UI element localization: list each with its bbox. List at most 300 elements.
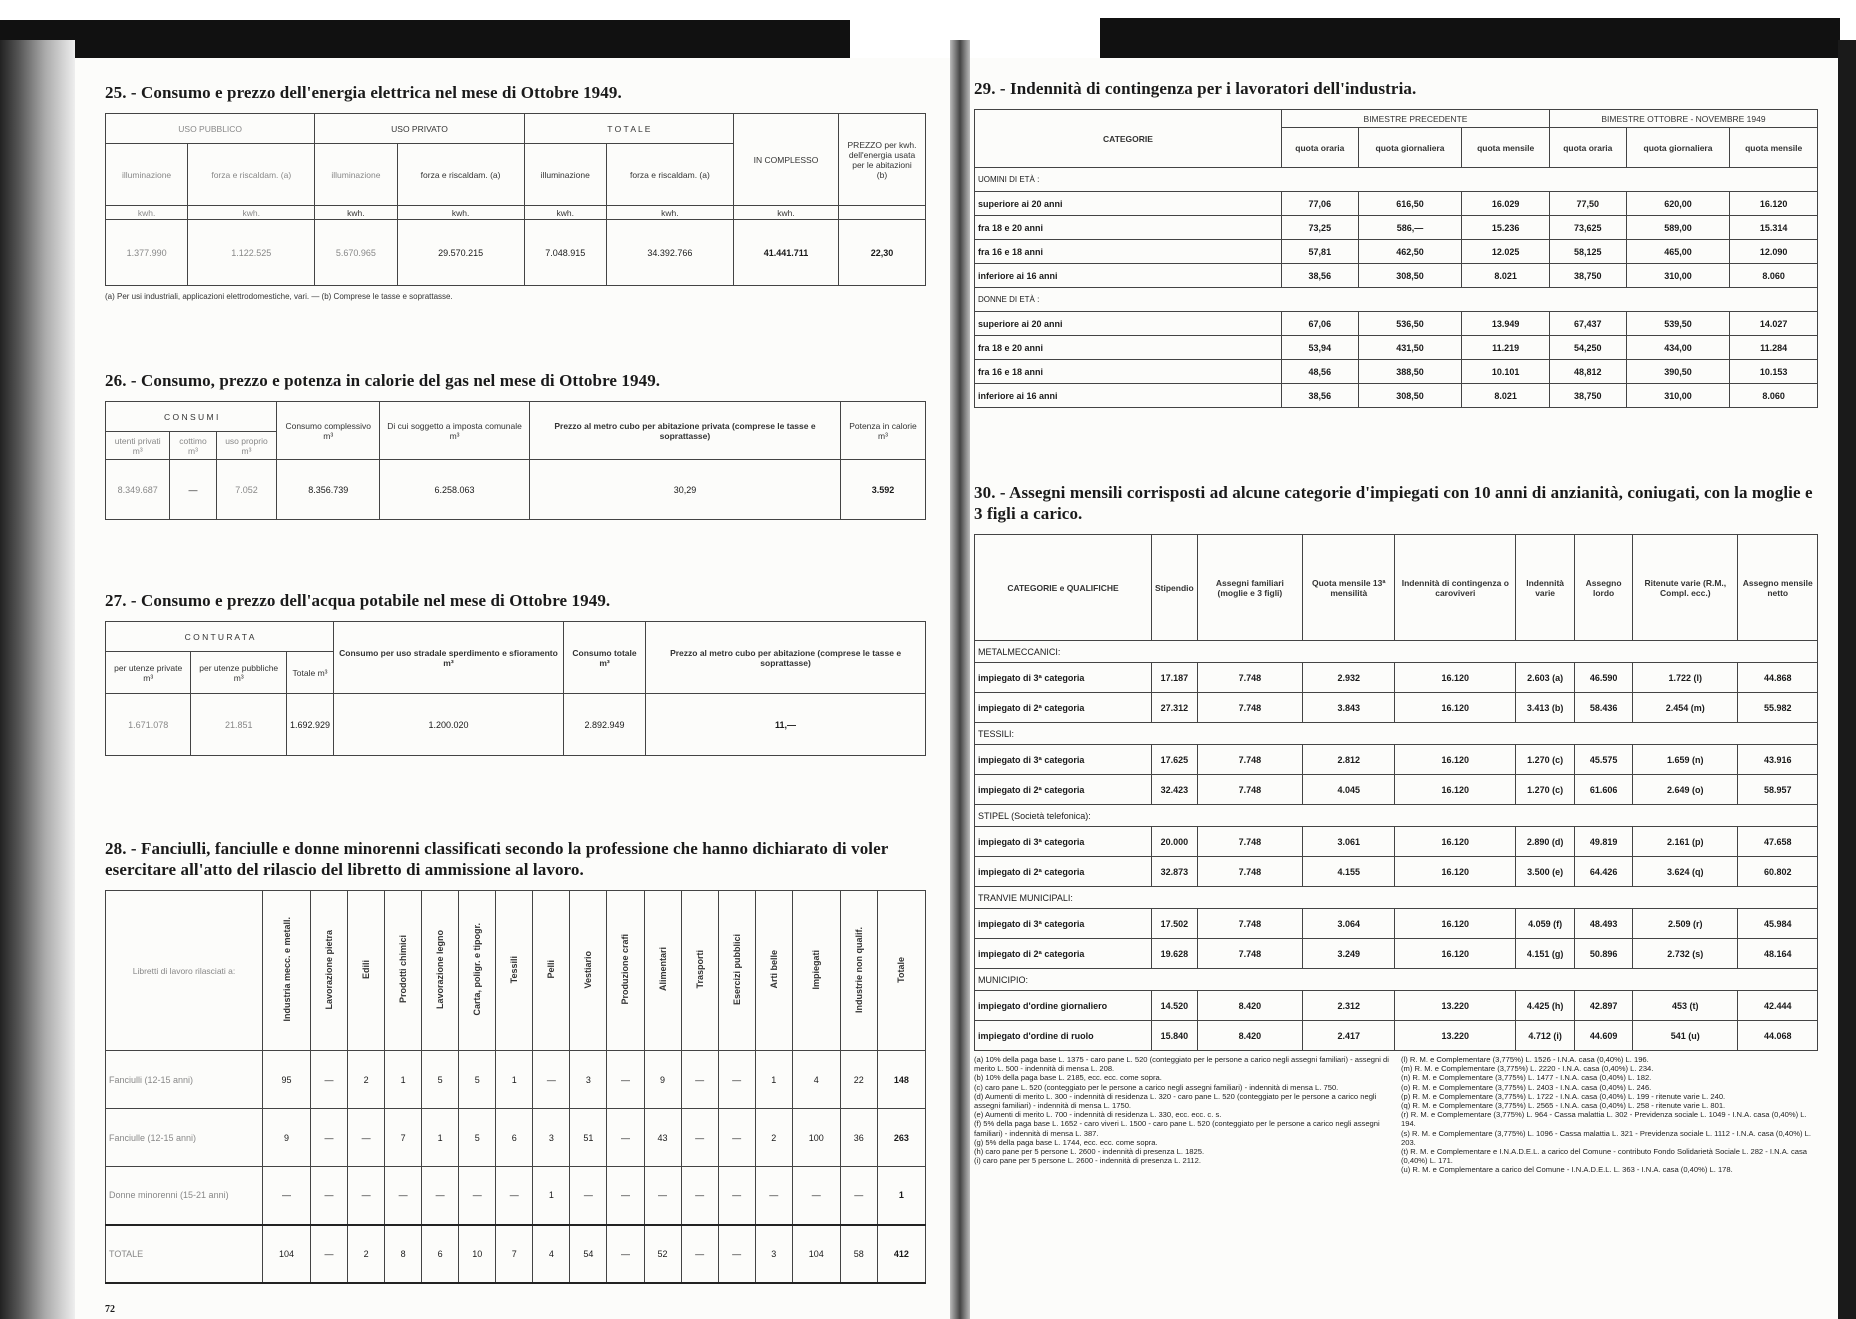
t30-col-header: Stipendio <box>1152 535 1198 641</box>
t29-cell: 15.236 <box>1462 216 1550 240</box>
t30-group-label: MUNICIPIO: <box>975 969 1818 991</box>
t28-col-header <box>385 891 422 1051</box>
t28-cell: 7 <box>385 1109 422 1167</box>
t29-cell: 77,50 <box>1549 192 1626 216</box>
t29-cell: 465,00 <box>1626 240 1730 264</box>
t28-cell: 4 <box>533 1225 570 1283</box>
t28-cell: 4 <box>792 1051 840 1109</box>
t28-col-header <box>718 891 755 1051</box>
t28-col-label: Lavorazione pietra <box>324 929 335 1010</box>
t28-row-label: Donne minorenni (15-21 anni) <box>106 1167 263 1225</box>
t30-note: (g) 5% della paga base L. 1744, ecc. ecc. come sopra. <box>974 1137 1158 1147</box>
t28-cell: — <box>311 1225 348 1283</box>
t25-value: 1.377.990 <box>106 220 188 286</box>
t25-group: USO PUBBLICO <box>106 114 315 144</box>
t25-unit: kwh. <box>733 206 838 220</box>
t26-sub: cottimo m³ <box>170 432 216 460</box>
t26-col: Prezzo al metro cubo per abitazione privata (comprese le tasse e soprattasse) <box>529 402 840 460</box>
t29-cell: 390,50 <box>1626 360 1730 384</box>
t30-note: (f) 5% della paga base L. 1652 - caro viveri L. 1500 - caro pane L. 520 (conteggiato per le persone a carico negli assegni familiari) - indennità di mensa L. 387. <box>974 1119 1380 1138</box>
t28-cell: 3 <box>570 1051 607 1109</box>
t29-row <box>975 360 1818 384</box>
t30-cell: 2.732 (s) <box>1633 939 1738 969</box>
t30-col-header: Indennità di contingenza o caroviveri <box>1395 535 1516 641</box>
t26-col: Consumo complessivo m³ <box>277 402 380 460</box>
t25-value: 22,30 <box>839 220 926 286</box>
t28-col-header <box>348 891 385 1051</box>
t30-group-row <box>975 887 1818 909</box>
t26-value: — <box>170 460 216 520</box>
t30-cell: 64.426 <box>1575 857 1633 887</box>
t28-cell: 36 <box>840 1109 877 1167</box>
t28-cell: — <box>496 1167 533 1225</box>
t30-cell: 541 (u) <box>1633 1021 1738 1051</box>
t30-cell: 19.628 <box>1152 939 1198 969</box>
t30-col-header: Quota mensile 13ª mensilità <box>1303 535 1395 641</box>
t28-col-label: Trasporti <box>694 950 705 989</box>
t28-cell: 52 <box>644 1225 681 1283</box>
t29-cell: 67,06 <box>1282 312 1359 336</box>
table-29-title: 29. - Indennità di contingenza per i lavoratori dell'industria. <box>974 79 1417 98</box>
t28-cell: 2 <box>348 1051 385 1109</box>
t30-cell: 7.748 <box>1197 857 1302 887</box>
t30-cell: 44.609 <box>1575 1021 1633 1051</box>
t30-row <box>975 827 1818 857</box>
table-27-title: 27. - Consumo e prezzo dell'acqua potabile nel mese di Ottobre 1949. <box>105 591 611 610</box>
t28-cell: — <box>681 1225 718 1283</box>
t28-row-label: TOTALE <box>106 1225 263 1283</box>
t30-note: (i) caro pane per 5 persone L. 2600 - indennità di presenza L. 2112. <box>974 1156 1201 1166</box>
t30-cell: 55.982 <box>1738 693 1818 723</box>
t29-row-label: inferiore ai 16 anni <box>975 264 1282 288</box>
table-29-section <box>974 78 1818 408</box>
t29-row-label: superiore ai 20 anni <box>975 312 1282 336</box>
t28-cell: — <box>385 1167 422 1225</box>
t25-unit: kwh. <box>397 206 524 220</box>
t28-cell: 7 <box>496 1225 533 1283</box>
table-27 <box>105 621 926 756</box>
t28-row-label: Fanciulli (12-15 anni) <box>106 1051 263 1109</box>
t30-cell: 2.603 (a) <box>1516 663 1575 693</box>
t28-col-label: Arti belle <box>768 950 779 989</box>
t30-cell: 44.068 <box>1738 1021 1818 1051</box>
t29-categorie: CATEGORIE <box>975 110 1282 168</box>
t29-cell: 8.021 <box>1462 264 1550 288</box>
t29-sub: quota oraria <box>1282 128 1359 168</box>
t29-row-label: fra 16 e 18 anni <box>975 240 1282 264</box>
t28-cell: 2 <box>348 1225 385 1283</box>
t25-group: USO PRIVATO <box>315 114 524 144</box>
t29-cell: 13.949 <box>1462 312 1550 336</box>
t28-cell: 51 <box>570 1109 607 1167</box>
t25-unit: kwh. <box>315 206 397 220</box>
table-28-title: 28. - Fanciulli, fanciulle e donne minorenni classificati secondo la professione che hanno dichiarato di voler esercitare all'atto del rilascio del libretto di ammissione al lavoro. <box>105 839 889 879</box>
t26-value: 8.349.687 <box>106 460 170 520</box>
t30-row-label: impiegato di 2ª categoria <box>975 693 1152 723</box>
t28-col-label: Tessili <box>509 955 520 984</box>
t29-cell: 67,437 <box>1549 312 1626 336</box>
left-page <box>75 58 950 1319</box>
t29-row-label: fra 18 e 20 anni <box>975 336 1282 360</box>
t28-col-header <box>263 891 311 1051</box>
t28-corner: Libretti di lavoro rilasciati a: <box>106 891 263 1051</box>
t30-cell: 2.932 <box>1303 663 1395 693</box>
t28-col-header <box>644 891 681 1051</box>
t30-row <box>975 857 1818 887</box>
t28-cell: — <box>718 1167 755 1225</box>
t29-group-row <box>975 288 1818 312</box>
t29-cell: 539,50 <box>1626 312 1730 336</box>
t26-sub: uso proprio m³ <box>216 432 277 460</box>
t29-cell: 388,50 <box>1358 360 1462 384</box>
t30-col-header: Indennità varie <box>1516 535 1575 641</box>
t30-cell: 1.659 (n) <box>1633 745 1738 775</box>
t28-col-header <box>570 891 607 1051</box>
t30-cell: 17.625 <box>1152 745 1198 775</box>
t28-cell: 412 <box>877 1225 925 1283</box>
t29-row <box>975 240 1818 264</box>
t28-col-header <box>422 891 459 1051</box>
t30-note: (q) R. M. e Complementare (3,775%) L. 2565 - I.N.A. casa (0,40%) L. 258 - ritenute varie L. 801. <box>1401 1101 1726 1111</box>
t30-note: (h) caro pane per 5 persone L. 2600 - indennità di presenza L. 1825. <box>974 1147 1205 1157</box>
t28-cell: 5 <box>422 1051 459 1109</box>
t27-col: Consumo totale m³ <box>563 622 645 694</box>
t28-col-label: Prodotti chimici <box>398 935 409 1004</box>
t28-cell: 1 <box>533 1167 570 1225</box>
t27-col: Prezzo al metro cubo per abitazione (comprese le tasse e soprattasse) <box>646 622 926 694</box>
t27-value: 2.892.949 <box>563 694 645 756</box>
t25-unit: kwh. <box>606 206 733 220</box>
t30-note: (d) Aumenti di merito L. 300 - indennità di residenza L. 320 - caro pane L. 520 (conteggiato per le persone a carico negli assegni familiari) - indennità di mensa L. 1750. <box>974 1091 1377 1111</box>
table-25-section <box>105 82 926 301</box>
t30-col-header: Assegno lordo <box>1575 535 1633 641</box>
t30-cell: 16.120 <box>1395 775 1516 805</box>
t28-col-header <box>496 891 533 1051</box>
t27-sub: per utenze private m³ <box>106 652 191 694</box>
t30-note: (o) R. M. e Complementare (3,775%) L. 2403 - I.N.A. casa (0,40%) L. 246. <box>1401 1082 1652 1092</box>
t30-cell: 27.312 <box>1152 693 1198 723</box>
t30-row <box>975 775 1818 805</box>
t30-cell: 58.957 <box>1738 775 1818 805</box>
t30-note: (p) R. M. e Complementare (3,775%) L. 1722 - I.N.A. casa (0,40%) L. 199 - ritenute varie L. 240. <box>1401 1091 1726 1101</box>
t25-sub: illuminazione <box>315 144 397 206</box>
t29-cell: 77,06 <box>1282 192 1359 216</box>
t28-cell: — <box>263 1167 311 1225</box>
t27-value: 1.692.929 <box>287 694 334 756</box>
t30-cell: 2.161 (p) <box>1633 827 1738 857</box>
t30-notes-right <box>1401 1055 1818 1175</box>
scan-shadow-right <box>1100 18 1840 58</box>
t30-cell: 16.120 <box>1395 909 1516 939</box>
t25-footnote: (a) Per usi industriali, applicazioni elettrodomestiche, vari. — (b) Comprese le tasse e soprattasse. <box>105 292 453 301</box>
t29-cell: 58,125 <box>1549 240 1626 264</box>
t28-cell: — <box>681 1051 718 1109</box>
t29-cell: 15.314 <box>1730 216 1818 240</box>
t29-row <box>975 216 1818 240</box>
t30-note: (c) caro pane L. 520 (conteggiato per le persone a carico negli assegni familiari) - indennità di mensa L. 750. <box>974 1082 1339 1092</box>
t29-cell: 16.029 <box>1462 192 1550 216</box>
t29-cell: 8.021 <box>1462 384 1550 408</box>
t29-group-label: DONNE DI ETÀ : <box>975 288 1818 312</box>
t30-cell: 49.819 <box>1575 827 1633 857</box>
t29-cell: 620,00 <box>1626 192 1730 216</box>
t28-cell: 95 <box>263 1051 311 1109</box>
t30-row-label: impiegato d'ordine di ruolo <box>975 1021 1152 1051</box>
t29-cell: 12.025 <box>1462 240 1550 264</box>
t28-cell: — <box>755 1167 792 1225</box>
t28-col-label: Impiegati <box>811 949 822 990</box>
t30-note: (r) R. M. e Complementare (3,775%) L. 964 - Cassa malattia L. 302 - Previdenza sociale L. 1049 - I.N.A. casa (0,40%) L. 194. <box>1401 1110 1807 1129</box>
t30-note: (u) R. M. e Complementare a carico del Comune - I.N.A.D.E.L. L. 363 - I.N.A. casa (0,40%) L. 178. <box>1401 1165 1733 1175</box>
t30-cell: 17.187 <box>1152 663 1198 693</box>
t29-cell: 73,25 <box>1282 216 1359 240</box>
t30-cell: 3.249 <box>1303 939 1395 969</box>
table-28-section <box>105 838 926 1284</box>
t28-col-label: Industrie non qualif. <box>853 926 864 1013</box>
t29-cell: 310,00 <box>1626 264 1730 288</box>
t29-row <box>975 264 1818 288</box>
t30-group-row <box>975 969 1818 991</box>
t25-group: T O T A L E <box>524 114 733 144</box>
t30-group-label: TRANVIE MUNICIPALI: <box>975 887 1818 909</box>
t27-col: Consumo per uso stradale sperdimento e sfioramento m³ <box>334 622 564 694</box>
t28-col-label: Industria mecc. e metall. <box>281 917 292 1022</box>
t30-row-label: impiegato di 2ª categoria <box>975 939 1152 969</box>
t29-cell: 12.090 <box>1730 240 1818 264</box>
t29-sub: quota giornaliera <box>1626 128 1730 168</box>
t30-cell: 2.812 <box>1303 745 1395 775</box>
t28-col-label: Lavorazione legno <box>435 929 446 1009</box>
t30-cell: 7.748 <box>1197 775 1302 805</box>
t25-sub: forza e riscaldam. (a) <box>397 144 524 206</box>
t29-bim2: BIMESTRE OTTOBRE - NOVEMBRE 1949 <box>1549 110 1817 128</box>
t30-row-label: impiegato d'ordine giornaliero <box>975 991 1152 1021</box>
t28-cell: 54 <box>570 1225 607 1283</box>
t30-row-label: impiegato di 3ª categoria <box>975 663 1152 693</box>
t27-contatore: C O N T U R A T A <box>106 622 334 652</box>
t28-cell: — <box>840 1167 877 1225</box>
t30-notes-left <box>974 1055 1391 1175</box>
t29-cell: 8.060 <box>1730 384 1818 408</box>
t28-col-header <box>607 891 644 1051</box>
t26-col: Di cui soggetto a imposta comunale m³ <box>380 402 530 460</box>
t30-cell: 16.120 <box>1395 745 1516 775</box>
t25-value: 5.670.965 <box>315 220 397 286</box>
t30-row <box>975 939 1818 969</box>
t28-cell: 58 <box>840 1225 877 1283</box>
scan-right-edge <box>1838 40 1856 1319</box>
t28-cell: — <box>607 1225 644 1283</box>
t28-col-label: Produzione crafi <box>620 934 631 1005</box>
t30-cell: 42.897 <box>1575 991 1633 1021</box>
t30-note: (a) 10% della paga base L. 1375 - caro pane L. 520 (conteggiato per le persone a carico negli assegni familiari) - assegni di merito L. 500 - indennità di mensa L. 208. <box>974 1055 1389 1074</box>
t29-row <box>975 336 1818 360</box>
t29-row-label: fra 16 e 18 anni <box>975 360 1282 384</box>
t30-note: (s) R. M. e Complementare (3,775%) L. 1096 - Cassa malattia L. 321 - Previdenza sociale L. 1112 - I.N.A. casa (0,40%) L. 203. <box>1401 1128 1811 1147</box>
t28-cell: 1 <box>422 1109 459 1167</box>
table-25 <box>105 113 926 286</box>
t30-row <box>975 909 1818 939</box>
t28-col-label: Esercizi pubblici <box>731 933 742 1006</box>
t30-note: (m) R. M. e Complementare (3,775%) L. 2220 - I.N.A. casa (0,40%) L. 234. <box>1401 1064 1654 1074</box>
t30-cell: 16.120 <box>1395 663 1516 693</box>
table-30 <box>974 534 1818 1051</box>
t30-cell: 2.890 (d) <box>1516 827 1575 857</box>
t30-cell: 2.312 <box>1303 991 1395 1021</box>
t29-cell: 10.101 <box>1462 360 1550 384</box>
t30-row <box>975 745 1818 775</box>
t26-sub: utenti privati m³ <box>106 432 170 460</box>
t27-value: 1.200.020 <box>334 694 564 756</box>
t29-row-label: inferiore ai 16 anni <box>975 384 1282 408</box>
t25-sub: forza e riscaldam. (a) <box>188 144 315 206</box>
t29-cell: 48,56 <box>1282 360 1359 384</box>
t28-cell: 6 <box>422 1225 459 1283</box>
t30-group-row <box>975 805 1818 827</box>
t29-row-label: fra 18 e 20 anni <box>975 216 1282 240</box>
table-28 <box>105 890 926 1284</box>
t30-note: (t) R. M. e Complementare e I.N.A.D.E.L. a carico del Comune - contributo Fondo Solidarietà Sociale L. 282 - I.N.A. casa (0,40%) L. 171. <box>1401 1147 1808 1166</box>
t28-cell: 9 <box>263 1109 311 1167</box>
t28-cell: — <box>422 1167 459 1225</box>
t25-group <box>839 114 926 206</box>
t26-col: Potenza in calorie m³ <box>840 402 925 460</box>
t30-row <box>975 1021 1818 1051</box>
t28-col-label: Totale <box>896 956 907 983</box>
t28-cell: 1 <box>496 1051 533 1109</box>
t29-cell: 54,250 <box>1549 336 1626 360</box>
t28-col-label: Vestiario <box>583 950 594 989</box>
table-26-section <box>105 370 926 520</box>
t28-row-label: Fanciulle (12-15 anni) <box>106 1109 263 1167</box>
t28-col-header <box>877 891 925 1051</box>
t28-row <box>106 1225 926 1283</box>
t29-cell: 434,00 <box>1626 336 1730 360</box>
t30-note: (e) Aumenti di merito L. 700 - indennità di residenza L. 330, ecc. ecc. c. s. <box>974 1110 1222 1120</box>
t30-note: (b) 10% della paga base L. 2185, ecc. ecc. come sopra. <box>974 1073 1162 1083</box>
t29-cell: 38,750 <box>1549 264 1626 288</box>
t30-cell: 1.270 (c) <box>1516 775 1575 805</box>
t30-row-label: impiegato di 3ª categoria <box>975 827 1152 857</box>
t28-cell: — <box>607 1051 644 1109</box>
table-30-section <box>974 482 1818 1175</box>
t30-cell: 3.624 (q) <box>1633 857 1738 887</box>
t30-cell: 7.748 <box>1197 745 1302 775</box>
t29-cell: 308,50 <box>1358 264 1462 288</box>
t28-cell: — <box>311 1167 348 1225</box>
t28-cell: 10 <box>459 1225 496 1283</box>
t30-cell: 3.061 <box>1303 827 1395 857</box>
t29-cell: 589,00 <box>1626 216 1730 240</box>
t25-value: 7.048.915 <box>524 220 606 286</box>
t30-cell: 7.748 <box>1197 827 1302 857</box>
t29-cell: 16.120 <box>1730 192 1818 216</box>
t30-cell: 32.873 <box>1152 857 1198 887</box>
t28-cell: — <box>348 1167 385 1225</box>
scan-top-band <box>0 0 1856 58</box>
t26-consumi: C O N S U M I <box>106 402 277 432</box>
t25-value: 34.392.766 <box>606 220 733 286</box>
t25-prezzo-note: (b) <box>876 169 888 180</box>
t30-cell: 20.000 <box>1152 827 1198 857</box>
t28-col-label: Alimentari <box>657 947 668 992</box>
t28-cell: 22 <box>840 1051 877 1109</box>
t29-cell: 10.153 <box>1730 360 1818 384</box>
t30-notes <box>974 1055 1818 1175</box>
t30-row <box>975 663 1818 693</box>
t28-cell: — <box>681 1167 718 1225</box>
t28-col-header <box>311 891 348 1051</box>
t30-cell: 48.164 <box>1738 939 1818 969</box>
scan-binding-edge <box>0 40 75 1319</box>
t25-value: 1.122.525 <box>188 220 315 286</box>
t28-cell: 1 <box>385 1051 422 1109</box>
t28-cell: 5 <box>459 1109 496 1167</box>
table-25-title: 25. - Consumo e prezzo dell'energia elettrica nel mese di Ottobre 1949. <box>105 83 622 102</box>
t26-value: 30,29 <box>529 460 840 520</box>
t28-cell: — <box>607 1167 644 1225</box>
t30-row-label: impiegato di 3ª categoria <box>975 909 1152 939</box>
t28-col-header <box>840 891 877 1051</box>
t29-sub: quota oraria <box>1549 128 1626 168</box>
t29-cell: 73,625 <box>1549 216 1626 240</box>
t28-col-header <box>681 891 718 1051</box>
scan-shadow-left <box>0 20 850 58</box>
t28-cell: — <box>681 1109 718 1167</box>
t30-cell: 3.843 <box>1303 693 1395 723</box>
t28-cell: — <box>718 1109 755 1167</box>
right-page <box>970 58 1838 1319</box>
t28-cell: — <box>644 1167 681 1225</box>
t28-cell: 6 <box>496 1109 533 1167</box>
t29-cell: 536,50 <box>1358 312 1462 336</box>
t25-value: 41.441.711 <box>733 220 838 286</box>
t30-cell: 4.059 (f) <box>1516 909 1575 939</box>
t29-cell: 53,94 <box>1282 336 1359 360</box>
t28-cell: — <box>311 1051 348 1109</box>
t30-cell: 4.045 <box>1303 775 1395 805</box>
t30-col-header: CATEGORIE e QUALIFICHE <box>975 535 1152 641</box>
t30-row <box>975 991 1818 1021</box>
t30-col-header: Assegni familiari (moglie e 3 figli) <box>1197 535 1302 641</box>
t28-cell: 104 <box>792 1225 840 1283</box>
t28-cell: 104 <box>263 1225 311 1283</box>
t28-cell: 263 <box>877 1109 925 1167</box>
t29-cell: 38,56 <box>1282 384 1359 408</box>
t30-cell: 32.423 <box>1152 775 1198 805</box>
t29-cell: 38,56 <box>1282 264 1359 288</box>
t30-row <box>975 693 1818 723</box>
t29-cell: 586,— <box>1358 216 1462 240</box>
t28-col-label: Carta, poligr. e tipogr. <box>472 923 483 1016</box>
t29-cell: 38,750 <box>1549 384 1626 408</box>
t29-row <box>975 312 1818 336</box>
t26-value: 7.052 <box>216 460 277 520</box>
t29-cell: 8.060 <box>1730 264 1818 288</box>
t30-cell: 45.984 <box>1738 909 1818 939</box>
t30-row-label: impiegato di 2ª categoria <box>975 775 1152 805</box>
t28-cell: 9 <box>644 1051 681 1109</box>
t29-cell: 462,50 <box>1358 240 1462 264</box>
table-30-title: 30. - Assegni mensili corrisposti ad alcune categorie d'impiegati con 10 anni di anzianità, coniugati, con la moglie e 3 figli a carico. <box>974 483 1813 523</box>
t26-value: 8.356.739 <box>277 460 380 520</box>
t28-cell: 100 <box>792 1109 840 1167</box>
t30-cell: 42.444 <box>1738 991 1818 1021</box>
t28-cell: — <box>533 1051 570 1109</box>
t30-group-row <box>975 641 1818 663</box>
t28-col-header <box>459 891 496 1051</box>
t30-cell: 15.840 <box>1152 1021 1198 1051</box>
